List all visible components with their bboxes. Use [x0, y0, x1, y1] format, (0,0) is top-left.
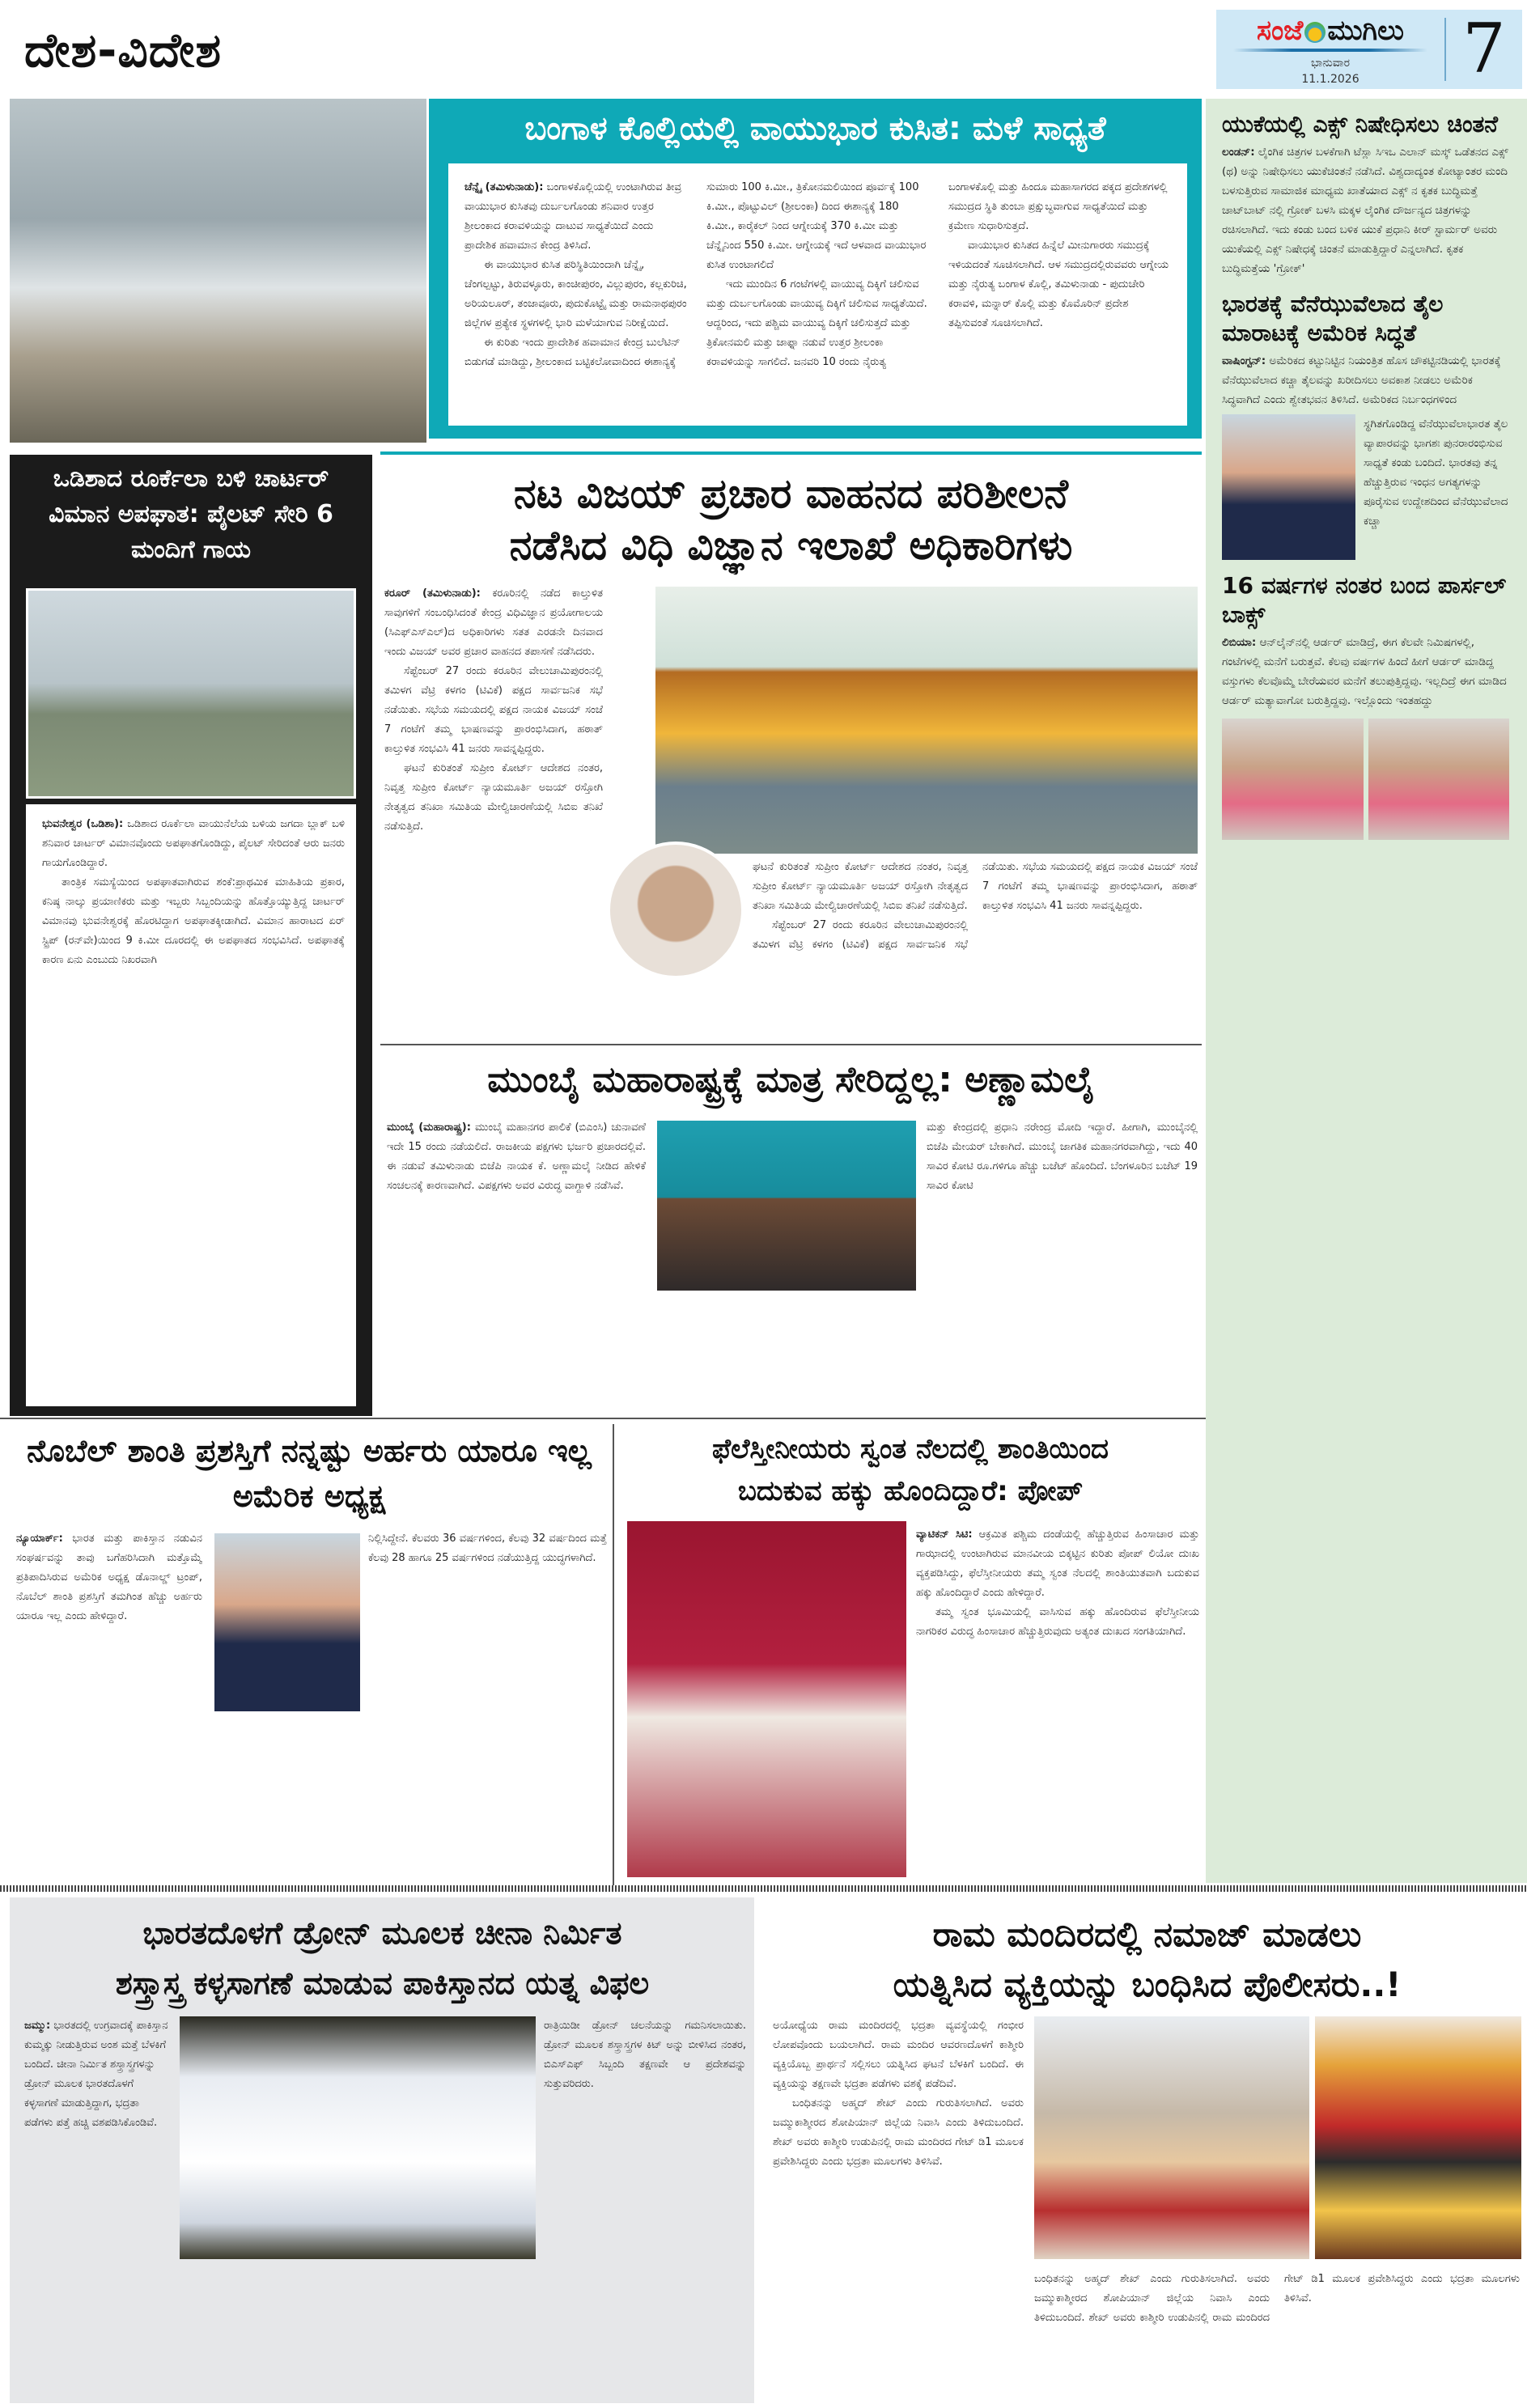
nobel-body-col2 — [368, 1529, 607, 1877]
vijay-paragraph: ಸೆಪ್ಟೆಂಬರ್ 27 ರಂದು ಕರೂರಿನ ವೇಲುಚಾಮಿಪುರಂನಲ್ಲಿ ತಮಿಳಗ ವೆಟ್ರಿ ಕಳಗಂ (ಟಿವಿಕೆ) ಪಕ್ಷದ ಸಾರ್ವಜನಿಕ ಸಭೆ ನಡೆಯಿತು. ಸಭೆಯ ಸಮಯದಲ್ಲಿ ಪಕ್ಷದ ನಾಯಕ ವಿಜಯ್ ಸಂಜೆ 7 ಗಂಟೆಗೆ ತಮ್ಮ ಭಾಷಣವನ್ನು ಪ್ರಾರಂಭಿಸಿದಾಗ, ಹಠಾತ್ ಕಾಲ್ತುಳಿತ ಸಂಭವಿಸಿ 41 ಜನರು ಸಾವನ್ನಪ್ಪಿದ್ದರು. — [384, 665, 603, 755]
vijay-body-col2 — [753, 858, 1198, 1036]
ram-mandir-headline — [773, 1910, 1521, 2010]
pope-photo — [627, 1521, 906, 1877]
weather-body — [448, 163, 1187, 426]
nobel-dateline: ನ್ಯೂಯಾರ್ಕ್: — [16, 1533, 63, 1545]
parcel-story — [1222, 571, 1509, 840]
annamalai-paragraph: ಮತ್ತು ಕೇಂದ್ರದಲ್ಲಿ ಪ್ರಧಾನಿ ನರೇಂದ್ರ ಮೋದಿ ಇದ್ದಾರೆ. ಹೀಗಾಗಿ, ಮುಂಬೈನಲ್ಲಿ ಬಿಜೆಪಿ ಮೇಯರ್ ಬೇಕಾಗಿದೆ. ಮುಂಬೈ ಜಾಗತಿಕ ಮಹಾನಗರವಾಗಿದ್ದು, ಇದು 40 ಸಾವಿರ ಕೋಟಿ ರೂ.ಗಳಿಗೂ ಹೆಚ್ಚು ಬಜೆಟ್ ಹೊಂದಿದೆ. ಬೆಂಗಳೂರಿನ ಬಜೆಟ್ 19 ಸಾವಿರ ಕೋಟಿ — [927, 1121, 1198, 1192]
parcel-photo-1 — [1222, 719, 1364, 840]
pope-dateline: ವ್ಯಾಟಿಕನ್ ಸಿಟಿ: — [916, 1528, 973, 1541]
trump-photo — [214, 1533, 360, 1711]
annamalai-body-col1 — [387, 1118, 646, 1416]
pope-headline-line1: ಫೆಲೆಸ್ತೀನೀಯರು ಸ್ವಂತ ನೆಲದಲ್ಲಿ ಶಾಂತಿಯಿಂದ — [711, 1433, 1109, 1465]
vijay-headline — [380, 468, 1202, 571]
teal-rule — [380, 451, 1202, 455]
oil-headline: ಭಾರತಕ್ಕೆ ವೆನೆಝುವೆಲಾದ ತೈಲ ಮಾರಾಟಕ್ಕೆ ಅಮೆರಿಕ ಸಿದ್ಧತೆ — [1222, 290, 1444, 346]
drone-body-col1 — [24, 2016, 170, 2397]
nobel-headline: ನೊಬೆಲ್ ಶಾಂತಿ ಪ್ರಶಸ್ತಿಗೆ ನನ್ನಷ್ಟು ಅರ್ಹರು ಯಾರೂ ಇಲ್ಲ ಅಮೆರಿಕ ಅಧ್ಯಕ್ಷ — [27, 1433, 592, 1514]
annamalai-headline: ಮುಂಬೈ ಮಹಾರಾಷ್ಟ್ರಕ್ಕೆ ಮಾತ್ರ ಸೇರಿದ್ದಲ್ಲ: ಅಣ್ಣಾಮಲೈ — [487, 1059, 1095, 1100]
oil-dateline: ವಾಷಿಂಗ್ಟನ್: — [1222, 354, 1266, 367]
plane-crash-dateline: ಭುವನೇಶ್ವರ (ಒಡಿಶಾ): — [42, 818, 124, 830]
annamalai-dateline: ಮುಂಬೈ (ಮಹಾರಾಷ್ಟ್ರ): — [387, 1121, 471, 1134]
pope-headline — [619, 1428, 1202, 1512]
nobel-paragraph: ನಿಲ್ಲಿಸಿದ್ದೇನೆ. ಕೆಲವರು 36 ವರ್ಷಗಳಿಂದ, ಕೆಲವು 32 ವರ್ಷದಿಂದ ಮತ್ತೆ ಕೆಲವು 28 ಹಾಗೂ 25 ವರ್ಷಗಳಿಂದ ನಡೆಯುತ್ತಿದ್ದ ಯುದ್ಧಗಳಾಗಿದೆ. — [368, 1533, 607, 1564]
parcel-headline: 16 ವರ್ಷಗಳ ನಂತರ ಬಂದ ಪಾರ್ಸಲ್ ಬಾಕ್ಸ್ — [1222, 572, 1507, 628]
x-ban-story — [1222, 110, 1509, 278]
annamalai-body-col2 — [927, 1118, 1198, 1416]
ram-mandir-paragraph: ಬಂಧಿತನನ್ನು ಅಹ್ಮದ್ ಶೇಖ್ ಎಂದು ಗುರುತಿಸಲಾಗಿದೆ. ಅವರು ಜಮ್ಮುಕಾಶ್ಮೀರದ ಶೋಪಿಯಾನ್ ಜಿಲ್ಲೆಯ ನಿವಾಸಿ ಎಂದು ತಿಳಿದುಬಂದಿದೆ. ಶೇಖ್ ಅವರು ಕಾಶ್ಮೀರಿ ಉಡುಪಿನಲ್ಲಿ ರಾಮ ಮಂದಿರದ ಗೇಟ್ ಡಿ1 ಮೂಲಕ ಪ್ರವೇಶಿಸಿದ್ದರು ಎಂದು ಭದ್ರತಾ ಮೂಲಗಳು ತಿಳಿಸಿವೆ. — [1034, 2273, 1520, 2324]
masthead — [1216, 10, 1522, 89]
ram-mandir-headline-line1: ರಾಮ ಮಂದಿರದಲ್ಲಿ ನಮಾಜ್ ಮಾಡಲು — [932, 1914, 1362, 1954]
ram-temple-photo — [1034, 2016, 1309, 2259]
masthead-brand-block — [1216, 10, 1444, 89]
campaign-vehicle-photo — [655, 587, 1198, 854]
newspaper-logo — [1257, 15, 1404, 47]
parcel-photo-2 — [1368, 719, 1510, 840]
logo-underline — [1233, 49, 1427, 52]
section-title: ದೇಶ-ವಿದೇಶ — [24, 23, 223, 78]
vijay-paragraph: ಘಟನೆ ಕುರಿತಂತೆ ಸುಪ್ರೀಂ ಕೋರ್ಟ್ ಆದೇಶದ ನಂತರ, ನಿವೃತ್ತ ಸುಪ್ರೀಂ ಕೋರ್ಟ್ ನ್ಯಾಯಮೂರ್ತಿ ಅಜಯ್ ರಸ್ತೋಗಿ ನೇತೃತ್ವದ ತನಿಖಾ ಸಮಿತಿಯ ಮೇಲ್ವಿಚಾರಣೆಯಲ್ಲಿ ಸಿಬಿಐ ತನಿಖೆ ನಡೆಸುತ್ತಿದೆ. — [753, 861, 968, 912]
x-ban-paragraph: ಲೈಂಗಿಕ ಚಿತ್ರಗಳ ಬಳಕೆಗಾಗಿ ಟೆಸ್ಲಾ ಸಿಇಒ ಎಲಾನ್ ಮಸ್ಕ್ ಒಡೆತನದ ಎಕ್ಸ್ (ಥ) ಅನ್ನು ನಿಷೇಧಿಸಲು ಯುಕೆಚಿಂತನೆ ನಡೆಸಿದೆ. ವಿಶ್ವದಾದ್ಯಂತ ಕೋಟ್ಯಾಂತರ ಮಂದಿ ಬಳಸುತ್ತಿರುವ ಸಾಮಾಜಿಕ ಮಾಧ್ಯಮ ಖಾತೆಯಾದ ಎಕ್ಸ್ ನ ಕೃತಕ ಬುದ್ಧಿಮತ್ತೆ ಚಾಟ್‌ಬಾಟ್ ನಲ್ಲಿ ಗ್ರೋಕ್ ಬಳಸಿ ಮಕ್ಕಳ ಲೈಂಗಿಕ ದೌರ್ಜನ್ಯದ ಚಿತ್ರಗಳನ್ನು ರಚಿಸಲಾಗಿದೆ. ಇದು ಕಂಡು ಬಂದ ಬಳಿಕ ಯುಕೆ ಪ್ರಧಾನಿ ಕೀರ್ ಸ್ಟಾರ್ಮರ್ ಅವರು ಯುಕೆಯಲ್ಲಿ ಎಕ್ಸ್ ನಿಷೇಧಕ್ಕೆ ಚಿಂತನೆ ಮಾಡುತ್ತಿದ್ದಾರೆ ಎನ್ನಲಾಗಿದೆ. ಕೃತಕ ಬುದ್ಧಿಮತ್ತೆಯ 'ಗ್ರೋಕ್' — [1222, 146, 1508, 275]
vijay-paragraph: ಘಟನೆ ಕುರಿತಂತೆ ಸುಪ್ರೀಂ ಕೋರ್ಟ್ ಆದೇಶದ ನಂತರ, ನಿವೃತ್ತ ಸುಪ್ರೀಂ ಕೋರ್ಟ್ ನ್ಯಾಯಮೂರ್ತಿ ಅಜಯ್ ರಸ್ತೋಗಿ ನೇತೃತ್ವದ ತನಿಖಾ ಸಮಿತಿಯ ಮೇಲ್ವಿಚಾರಣೆಯಲ್ಲಿ ಸಿಬಿಐ ತನಿಖೆ ನಡೆಸುತ್ತಿದೆ. — [384, 762, 603, 833]
sun-palm-logo-icon — [1304, 22, 1326, 43]
divider — [613, 1424, 614, 1885]
plane-crash-paragraph: ಒಡಿಶಾದ ರೂರ್ಕೆಲಾ ವಾಯುನೆಲೆಯ ಬಳಿಯ ಜಗದಾ ಬ್ಲಾಕ್ ಬಳಿ ಶನಿವಾರ ಚಾರ್ಟರ್ ವಿಮಾನವೊಂದು ಅಪಘಾತಗೊಂಡಿದ್ದು, ಪೈಲಟ್ ಸೇರಿದಂತೆ ಆರು ಜನರು ಗಾಯಗೊಂಡಿದ್ದಾರೆ. — [42, 818, 345, 869]
ram-idol-photo — [1315, 2016, 1521, 2259]
logo-part-red: ಸಂಜೆ — [1257, 15, 1304, 47]
vijay-paragraph: ಸೆಪ್ಟೆಂಬರ್ 27 ರಂದು ಕರೂರಿನ ವೇಲುಚಾಮಿಪುರಂನಲ್ಲಿ ತಮಿಳಗ ವೆಟ್ರಿ ಕಳಗಂ (ಟಿವಿಕೆ) ಪಕ್ಷದ ಸಾರ್ವಜನಿಕ ಸಭೆ ನಡೆಯಿತು. ಸಭೆಯ ಸಮಯದಲ್ಲಿ ಪಕ್ಷದ ನಾಯಕ ವಿಜಯ್ ಸಂಜೆ 7 ಗಂಟೆಗೆ ತಮ್ಮ ಭಾಷಣವನ್ನು ಪ್ರಾರಂಭಿಸಿದಾಗ, ಹಠಾತ್ ಕಾಲ್ತುಳಿತ ಸಂಭವಿಸಿ 41 ಜನರು ಸಾವನ್ನಪ್ಪಿದ್ದರು. — [753, 861, 1198, 951]
plane-crash-headline: ಒಡಿಶಾದ ರೂರ್ಕೆಲಾ ಬಳಿ ಚಾರ್ಟರ್ ವಿಮಾನ ಅಪಘಾತ: ಪೈಲಟ್ ಸೇರಿ 6 ಮಂದಿಗೆ ಗಾಯ — [49, 464, 333, 564]
weather-paragraph: ಬಂಗಾಳಕೊಲ್ಲಿಯಲ್ಲಿ ಉಂಟಾಗಿರುವ ತೀವ್ರ ವಾಯುಭಾರ ಕುಸಿತವು ದುರ್ಬಲಗೊಂಡು ಶನಿವಾರ ಉತ್ತರ ಶ್ರೀಲಂಕಾದ ಕರಾವಳಿಯನ್ನು ದಾಟುವ ಸಾಧ್ಯತೆಯಿದೆ ಎಂದು ಪ್ರಾದೇಶಿಕ ಹವಾಮಾನ ಕೇಂದ್ರ ತಿಳಿಸಿದೆ. — [464, 181, 682, 252]
issue-day: ಭಾನುವಾರ — [1310, 57, 1351, 70]
oil-paragraph: ಸ್ಥಗಿತಗೊಂಡಿದ್ದ ವೆನೆಝುವೆಲಾಭಾರತ ತೈಲ ವ್ಯಾಪಾರವನ್ನು ಭಾಗಶಃ ಪುನರಾರಂಭಿಸುವ ಸಾಧ್ಯತೆ ಕಂಡು ಬಂದಿದೆ. ಭಾರತವು ತನ್ನ ಹೆಚ್ಚುತ್ತಿರುವ ಇಂಧನ ಅಗತ್ಯಗಳನ್ನು ಪೂರೈಸುವ ಉದ್ದೇಶದಿಂದ ವೆನೆಝುವೆಲಾದ ಕಚ್ಚಾ — [1364, 418, 1508, 528]
beach-boats-photo — [10, 99, 426, 443]
parcel-dateline: ಲಿಬಿಯಾ: — [1222, 636, 1257, 649]
weather-paragraph: ವಾಯುಭಾರ ಕುಸಿತದ ಹಿನ್ನೆಲೆ ಮೀನುಗಾರರು ಸಮುದ್ರಕ್ಕೆ ಇಳಿಯದಂತೆ ಸೂಚಿಸಲಾಗಿದೆ. ಆಳ ಸಮುದ್ರದಲ್ಲಿರುವವರು ಆಗ್ನೇಯ ಮತ್ತು ನೈರುತ್ಯ ಬಂಗಾಳ ಕೊಲ್ಲಿ, ತಮಿಳುನಾಡು - ಪುದುಚೇರಿ ಕರಾವಳಿ, ಮನ್ನಾರ್ ಕೊಲ್ಲಿ ಮತ್ತು ಕೊಮೊರಿನ್ ಪ್ರದೇಶ ತಪ್ಪಿಸುವಂತೆ ಸೂಚಿಸಲಾಗಿದೆ. — [948, 240, 1169, 329]
vijay-paragraph: ಕರೂರಿನಲ್ಲಿ ನಡೆದ ಕಾಲ್ತುಳಿತ ಸಾವುಗಳಿಗೆ ಸಂಬಂಧಿಸಿದಂತೆ ಕೇಂದ್ರ ವಿಧಿವಿಜ್ಞಾನ ಪ್ರಯೋಗಾಲಯ (ಸಿಎಫ್‌ಎಸ್‌ಎಲ್)ದ ಅಧಿಕಾರಿಗಳು ಸತತ ಎರಡನೇ ದಿನವಾದ ಇಂದು ವಿಜಯ್ ಅವರ ಪ್ರಚಾರ ವಾಹನದ ತಪಾಸಣೆ ನಡೆಸಿದರು. — [384, 587, 603, 658]
ram-mandir-paragraph: ಬಂಧಿತನನ್ನು ಅಹ್ಮದ್ ಶೇಖ್ ಎಂದು ಗುರುತಿಸಲಾಗಿದೆ. ಅವರು ಜಮ್ಮುಕಾಶ್ಮೀರದ ಶೋಪಿಯಾನ್ ಜಿಲ್ಲೆಯ ನಿವಾಸಿ ಎಂದು ತಿಳಿದುಬಂದಿದೆ. ಶೇಖ್ ಅವರು ಕಾಶ್ಮೀರಿ ಉಡುಪಿನಲ್ಲಿ ರಾಮ ಮಂದಿರದ ಗೇಟ್ ಡಿ1 ಮೂಲಕ ಪ್ರವೇಶಿಸಿದ್ದರು ಎಂದು ಭದ್ರತಾ ಮೂಲಗಳು ತಿಳಿಸಿವೆ. — [773, 2097, 1024, 2168]
ram-mandir-body-col2 — [1034, 2270, 1520, 2403]
drone-headline — [16, 1908, 749, 2008]
dotted-divider — [0, 1885, 1527, 1892]
drone-dateline: ಜಮ್ಮು: — [24, 2020, 51, 2032]
drone-headline-line1: ಭಾರತದೊಳಗೆ ಡ್ರೋನ್ ಮೂಲಕ ಚೀನಾ ನಿರ್ಮಿತ — [142, 1915, 622, 1951]
vijay-dateline: ಕರೂರ್ (ತಮಿಳುನಾಡು): — [384, 587, 481, 600]
page-number: 7 — [1462, 9, 1506, 88]
ram-mandir-body-col1 — [773, 2016, 1024, 2401]
pope-paragraph: ಆಕ್ರಮಿತ ಪಶ್ಚಿಮ ದಂಡೆಯಲ್ಲಿ ಹೆಚ್ಚುತ್ತಿರುವ ಹಿಂಸಾಚಾರ ಮತ್ತು ಗಾಝಾದಲ್ಲಿ ಉಂಟಾಗಿರುವ ಮಾನವೀಯ ಬಿಕ್ಕಟ್ಟಿನ ಕುರಿತು ಪೋಪ್ ಲಿಯೋ ದುಃಖ ವ್ಯಕ್ತಪಡಿಸಿದ್ದು, ಫೆಲೆಸ್ತೀನೀಯರು ತಮ್ಮ ಸ್ವಂತ ನೆಲದಲ್ಲಿ ಶಾಂತಿಯುತವಾಗಿ ಬದುಕುವ ಹಕ್ಕು ಹೊಂದಿದ್ದಾರೆ ಎಂದು ಹೇಳಿದ್ದಾರೆ. — [916, 1528, 1199, 1599]
plane-crash-body — [42, 815, 345, 1400]
nobel-body-col1 — [16, 1529, 202, 1877]
oil-paragraph: ಅಮೆರಿಕದ ಕಟ್ಟುನಿಟ್ಟಿನ ನಿಯಂತ್ರಿತ ಹೊಸ ಚೌಕಟ್ಟಿನಡಿಯಲ್ಲಿ ಭಾರತಕ್ಕೆ ವೆನೆಝುವೆಲಾದ ಕಚ್ಚಾ ತೈಲವನ್ನು ಖರೀದಿಸಲು ಅವಕಾಶ ನೀಡಲು ಅಮೆರಿಕ ಸಿದ್ಧವಾಗಿದೆ ಎಂದು ಶ್ವೇತಭವನ ತಿಳಿಸಿದೆ. ಅಮೆರಿಕದ ನಿರ್ಬಂಧಗಳಿಂದ — [1222, 354, 1501, 406]
weather-story — [429, 99, 1202, 439]
issue-date: 11.1.2026 — [1301, 73, 1359, 86]
drone-paragraph: ಭಾರತದಲ್ಲಿ ಉಗ್ರವಾದಕ್ಕೆ ಪಾಕಿಸ್ತಾನ ಕುಮ್ಮಕ್ಕು ನೀಡುತ್ತಿರುವ ಅಂಶ ಮತ್ತೆ ಬೆಳಕಿಗೆ ಬಂದಿದೆ. ಚೀನಾ ನಿರ್ಮಿತ ಶಸ್ತ್ರಾಸ್ತ್ರಗಳನ್ನು ಡ್ರೋನ್ ಮೂಲಕ ಭಾರತದೊಳಗೆ ಕಳ್ಳಸಾಗಣೆ ಮಾಡುತ್ತಿದ್ದಾಗ, ಭದ್ರತಾ ಪಡೆಗಳು ಪತ್ತೆ ಹಚ್ಚಿ ವಶಪಡಿಸಿಕೊಂಡಿವೆ. — [24, 2020, 168, 2129]
weather-headline: ಬಂಗಾಳ ಕೊಲ್ಲಿಯಲ್ಲಿ ವಾಯುಭಾರ ಕುಸಿತ: ಮಳೆ ಸಾಧ್ಯತೆ — [524, 110, 1106, 147]
weather-paragraph: ಇದು ಮುಂದಿನ 6 ಗಂಟೆಗಳಲ್ಲಿ ವಾಯುವ್ಯ ದಿಕ್ಕಿಗೆ ಚಲಿಸುವ ಮತ್ತು ದುರ್ಬಲಗೊಂಡು ವಾಯುವ್ಯ ದಿಕ್ಕಿಗೆ ಚಲಿಸುವ ಸಾಧ್ಯತೆಯಿದೆ. ಆದ್ದರಿಂದ, ಇದು ಪಶ್ಚಿಮ ವಾಯುವ್ಯ ದಿಕ್ಕಿಗೆ ಚಲಿಸುತ್ತದೆ ಮತ್ತು ತ್ರಿಕೋನಮಲಿ ಮತ್ತು ಜಾಫ್ನಾ ನಡುವೆ ಉತ್ತರ ಶ್ರೀಲಂಕಾ ಕರಾವಳಿಯನ್ನು ಸಾಗಲಿದೆ. ಜನವರಿ 10 ರಂದು ನೈರುತ್ಯ ಬಂಗಾಳಕೊಲ್ಲಿ ಮತ್ತು ಹಿಂದೂ ಮಹಾಸಾಗರದ ಪಕ್ಕದ ಪ್ರದೇಶಗಳಲ್ಲಿ ಸಮುದ್ರದ ಸ್ಥಿತಿ ತುಂಬಾ ಪ್ರಕ್ಷುಬ್ಧವಾಗುವ ಸಾಧ್ಯತೆಯಿದೆ ಮತ್ತು ಕ್ರಮೇಣ ಸುಧಾರಿಸುತ್ತದೆ. — [706, 181, 1168, 368]
crashed-plane-photo — [26, 588, 356, 799]
pope-body — [916, 1525, 1199, 1881]
ram-mandir-headline-line2: ಯತ್ನಿಸಿದ ವ್ಯಕ್ತಿಯನ್ನು ಬಂಧಿಸಿದ ಪೊಲೀಸರು..! — [893, 1965, 1402, 2004]
vijay-body-col1 — [384, 584, 603, 1037]
weather-paragraph: ಈ ಕುರಿತು ಇಂದು ಪ್ರಾದೇಶಿಕ ಹವಾಮಾನ ಕೇಂದ್ರ ಬುಲೆಟಿನ್ ಬಿಡುಗಡೆ ಮಾಡಿದ್ದು, ಶ್ರೀಲಂಕಾದ ಬಟ್ಟಿಕಲೋವಾದಿಂದ ಈಶಾನ್ಯಕ್ಕೆ ಸುಮಾರು 100 ಕಿ.ಮೀ., ತ್ರಿಕೋನಮಲಿಯಿಂದ ಪೂರ್ವಕ್ಕೆ 100 ಕಿ.ಮೀ., ಪೊಟ್ಟುವಿಲ್ (ಶ್ರೀಲಂಕಾ) ದಿಂದ ಈಶಾನ್ಯಕ್ಕೆ 180 ಕಿ.ಮೀ., ಕಾರೈಕಲ್ ನಿಂದ ಆಗ್ನೇಯಕ್ಕೆ 370 ಕಿ.ಮೀ ಮತ್ತು ಚೆನ್ನೈನಿಂದ 550 ಕಿ.ಮೀ. ಆಗ್ನೇಯಕ್ಕೆ ಇದೆ ಆಳವಾದ ವಾಯುಭಾರ ಕುಸಿತ ಉಂಟಾಗಲಿದೆ — [464, 181, 927, 368]
vijay-portrait — [607, 842, 744, 979]
pope-paragraph: ತಮ್ಮ ಸ್ವಂತ ಭೂಮಿಯಲ್ಲಿ ವಾಸಿಸುವ ಹಕ್ಕು ಹೊಂದಿರುವ ಫೆಲೆಸ್ತೀನೀಯ ನಾಗರಿಕರ ವಿರುದ್ಧ ಹಿಂಸಾಚಾರ ಹೆಚ್ಚುತ್ತಿರುವುದು ಅತ್ಯಂತ ದುಃಖದ ಸಂಗತಿಯಾಗಿದೆ. — [916, 1606, 1199, 1638]
logo-part-black: ಮುಗಿಲು — [1327, 15, 1404, 47]
divider — [380, 1044, 1202, 1045]
drone-headline-line2: ಶಸ್ತ್ರಾಸ್ತ್ರ ಕಳ್ಳಸಾಗಣೆ ಮಾಡುವ ಪಾಕಿಸ್ತಾನದ ಯತ್ನ ವಿಫಲ — [115, 1965, 650, 2001]
annamalai-photo — [657, 1121, 916, 1291]
weather-paragraph: ಈ ವಾಯುಭಾರ ಕುಸಿತ ಪರಿಸ್ಥಿತಿಯಿಂದಾಗಿ ಚೆನ್ನೈ, ಚೆಂಗಲ್ಪಟ್ಟು, ತಿರುವಳ್ಳೂರು, ಕಾಂಚೀಪುರಂ, ವಿಲ್ಲುಪುರಂ, ಕಲ್ಲಕುರಿಚಿ, ಅರಿಯಲೂರ್, ತಂಜಾವೂರು, ಪುದುಕೊಟ್ಟೈ ಮತ್ತು ರಾಮನಾಥಪುರಂ ಜಿಲ್ಲೆಗಳ ಪ್ರತ್ಯೇಕ ಸ್ಥಳಗಳಲ್ಲಿ ಭಾರಿ ಮಳೆಯಾಗುವ ನಿರೀಕ್ಷೆಯಿದೆ. — [464, 259, 687, 329]
vijay-headline-line2: ನಡೆಸಿದ ವಿಧಿ ವಿಜ್ಞಾನ ಇಲಾಖೆ ಅಧಿಕಾರಿಗಳು — [509, 522, 1073, 569]
weather-dateline: ಚೆನ್ನೈ (ತಮಿಳುನಾಡು): — [464, 181, 544, 193]
plane-crash-paragraph: ತಾಂತ್ರಿಕ ಸಮಸ್ಯೆಯಿಂದ ಅಪಘಾತವಾಗಿರುವ ಶಂಕೆ:ಪ್ರಾಥಮಿಕ ಮಾಹಿತಿಯ ಪ್ರಕಾರ, ಕನಿಷ್ಠ ನಾಲ್ಕು ಪ್ರಯಾಣಿಕರು ಮತ್ತು ಇಬ್ಬರು ಸಿಬ್ಬಂದಿಯನ್ನು ಹೊತ್ತೊಯ್ಯುತ್ತಿದ್ದ ಚಾರ್ಟರ್ ವಿಮಾನವು ಭುವನೇಶ್ವರಕ್ಕೆ ಹೊರಟಿದ್ದಾಗ ಅಪಘಾತಕ್ಕೀಡಾಗಿದೆ. ವಿಮಾನ ಹಾರಾಟದ ಏರ್ ಸ್ಟ್ರಿಪ್ (ರನ್‌ವೇ)ಯಿಂದ 9 ಕಿ.ಮೀ ದೂರದಲ್ಲಿ ಈ ಅಪಘಾತದ ಸಂಭವಿಸಿದೆ. ಅಪಘಾತಕ್ಕೆ ಕಾರಣ ಏನು ಎಂಬುದು ನಿಖರವಾಗಿ — [42, 876, 345, 966]
drone-paragraph: ರಾತ್ರಿಯಿಡೀ ಡ್ರೋನ್ ಚಲನೆಯನ್ನು ಗಮನಿಸಲಾಯಿತು. ಡ್ರೋನ್ ಮೂಲಕ ಶಸ್ತ್ರಾಸ್ತ್ರಗಳ ಕಿಟ್ ಅನ್ನು ಬೀಳಿಸಿದ ನಂತರ, ಬಿಎಸ್‌ಎಫ್ ಸಿಬ್ಬಂದಿ ತಕ್ಷಣವೇ ಆ ಪ್ರದೇಶವನ್ನು ಸುತ್ತುವರಿದರು. — [544, 2020, 746, 2090]
annamalai-paragraph: ಮುಂಬೈ ಮಹಾನಗರ ಪಾಲಿಕೆ (ಬಿಎಂಸಿ) ಚುನಾವಣೆ ಇದೇ 15 ರಂದು ನಡೆಯಲಿದೆ. ರಾಜಕೀಯ ಪಕ್ಷಗಳು ಭರ್ಜರಿ ಪ್ರಚಾರದಲ್ಲಿವೆ. ಈ ನಡುವೆ ತಮಿಳುನಾಡು ಬಿಜೆಪಿ ನಾಯಕ ಕೆ. ಅಣ್ಣಾಮಲೈ ನೀಡಿದ ಹೇಳಿಕೆ ಸಂಚಲನಕ್ಕೆ ಕಾರಣವಾಗಿದೆ. ವಿಪಕ್ಷಗಳು ಅವರ ವಿರುದ್ಧ ವಾಗ್ದಾಳಿ ನಡೆಸಿವೆ. — [387, 1121, 646, 1192]
divider — [0, 1418, 1206, 1419]
oil-story — [1222, 290, 1509, 560]
parcel-paragraph: ಆನ್‌ಲೈನ್‌ನಲ್ಲಿ ಆರ್ಡರ್ ಮಾಡಿದ್ರೆ, ಈಗ ಕೆಲವೇ ನಿಮಿಷಗಳಲ್ಲಿ, ಗಂಟೆಗಳಲ್ಲಿ ಮನೆಗೆ ಬರುತ್ತವೆ. ಕೆಲವು ವರ್ಷಗಳ ಹಿಂದೆ ಹೀಗೆ ಆರ್ಡರ್ ಮಾಡಿದ್ದ ವಸ್ತುಗಳು ಕೆಲವೊಮ್ಮೆ ಬೇರೆಯವರ ಮನೆಗೆ ತಲುಪುತ್ತಿದ್ದವು. ಇಲ್ಲದಿದ್ರೆ ಈಗ ಮಾಡಿದ ಆರ್ಡರ್ ಮತ್ಯಾವಾಗೋ ಬರುತ್ತಿದ್ದವು. ಇಲ್ಲೊಂದು ಇಂತಹದ್ದು — [1222, 636, 1507, 707]
drone-body-col2 — [544, 2016, 746, 2397]
vijay-headline-line1: ನಟ ವಿಜಯ್ ಪ್ರಚಾರ ವಾಹನದ ಪರಿಶೀಲನೆ — [513, 470, 1069, 517]
seized-weapons-photo — [180, 2016, 536, 2259]
x-ban-headline: ಯುಕೆಯಲ್ಲಿ ಎಕ್ಸ್ ನಿಷೇಧಿಸಲು ಚಿಂತನೆ — [1222, 111, 1498, 138]
x-ban-dateline: ಲಂಡನ್: — [1222, 146, 1255, 159]
right-sidebar — [1206, 99, 1527, 1883]
pope-headline-line2: ಬದುಕುವ ಹಕ್ಕು ಹೊಂದಿದ್ದಾರೆ: ಪೋಪ್ — [737, 1475, 1084, 1507]
plane-crash-story — [10, 455, 372, 1416]
nobel-paragraph: ಭಾರತ ಮತ್ತು ಪಾಕಿಸ್ತಾನ ನಡುವಿನ ಸಂಘರ್ಷವನ್ನು ತಾವು ಬಗೆಹರಿಸಿದಾಗಿ ಮತ್ತೊಮ್ಮೆ ಪ್ರತಿಪಾದಿಸಿರುವ ಅಮೆರಿಕ ಅಧ್ಯಕ್ಷ ಡೊನಾಲ್ಡ್ ಟ್ರಂಪ್, ನೊಬೆಲ್ ಶಾಂತಿ ಪ್ರಶಸ್ತಿಗೆ ತಮಗಿಂತ ಹೆಚ್ಚು ಅರ್ಹರು ಯಾರೂ ಇಲ್ಲ ಎಂದು ಹೇಳಿದ್ದಾರೆ. — [16, 1533, 202, 1622]
ram-mandir-paragraph: ಅಯೋಧ್ಯೆಯ ರಾಮ ಮಂದಿರದಲ್ಲಿ ಭದ್ರತಾ ವ್ಯವಸ್ಥೆಯಲ್ಲಿ ಗಂಭೀರ ಲೋಪವೊಂದು ಬಯಲಾಗಿದೆ. ರಾಮ ಮಂದಿರ ಆವರಣದೊಳಗೆ ಕಾಶ್ಮೀರಿ ವ್ಯಕ್ತಿಯೊಬ್ಬ ಪ್ರಾರ್ಥನೆ ಸಲ್ಲಿಸಲು ಯತ್ನಿಸಿದ ಘಟನೆ ಬೆಳಕಿಗೆ ಬಂದಿದೆ. ಈ ವ್ಯಕ್ತಿಯನ್ನು ತಕ್ಷಣವೇ ಭದ್ರತಾ ಪಡೆಗಳು ವಶಕ್ಕೆ ಪಡೆದಿವೆ. — [773, 2020, 1024, 2090]
trump-photo — [1222, 414, 1355, 560]
